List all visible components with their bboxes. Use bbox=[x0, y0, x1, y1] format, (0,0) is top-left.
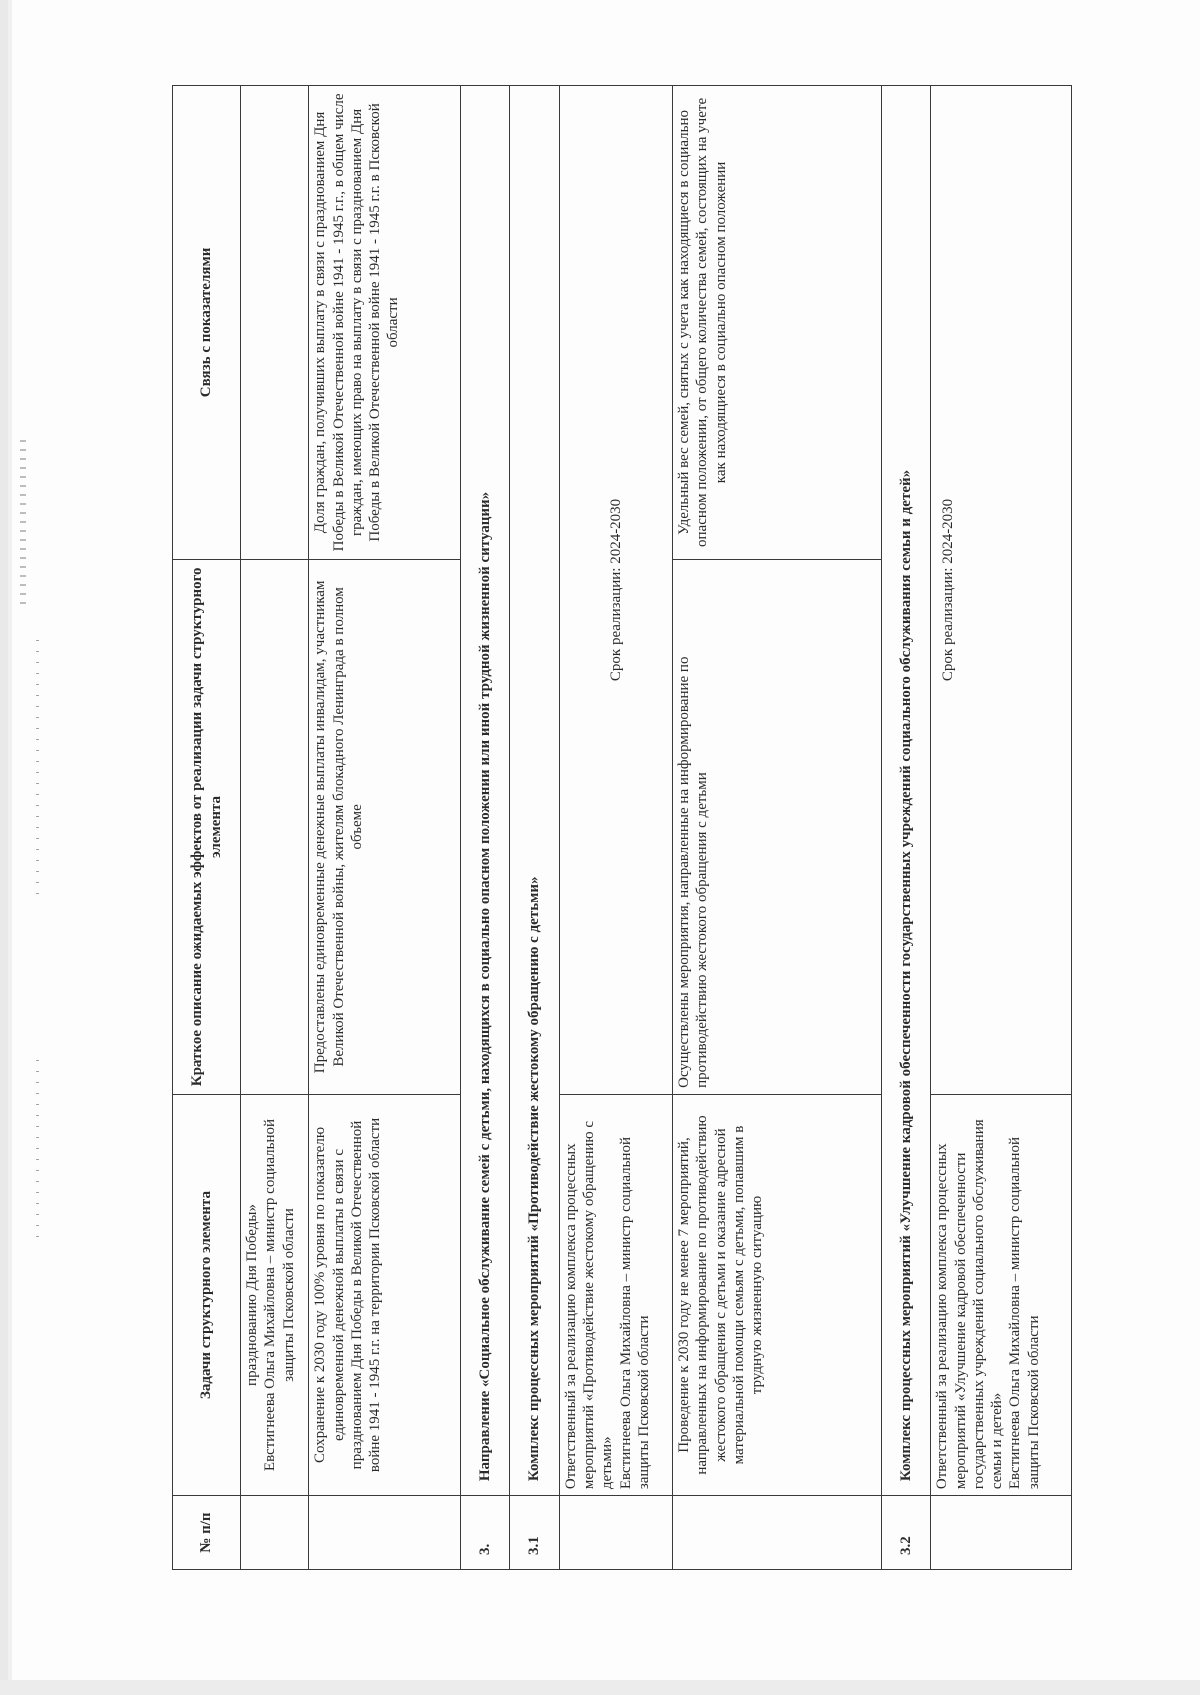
responsible-person: Евстигнеева Ольга Михайловна – министр социальной защиты Псковской области bbox=[617, 1137, 652, 1490]
term-text: Срок реализации: 2024-2030 bbox=[931, 86, 1072, 1095]
scan-noise-dots bbox=[36, 1060, 39, 1240]
subsection-number: 3.1 bbox=[510, 1496, 559, 1570]
responsible-text: Ответственный за реализацию комплекса процессных мероприятий «Противодействие жестокому обращению с детьми» bbox=[562, 1120, 616, 1490]
subsection-row bbox=[881, 86, 930, 1570]
task-cell: Проведение к 2030 году не менее 7 мероприятий, направленных на информирование по противодействию жестокого обращения с детьми и оказание адресной материальной помощи семьям с детьми, попавшим в трудную жизненную ситуацию bbox=[673, 1094, 882, 1495]
effect-cell: Осуществлены мероприятия, направленные на информирование по противодействию жестокого обращения с детьми bbox=[673, 559, 882, 1094]
term-text: Срок реализации: 2024-2030 bbox=[559, 86, 672, 1095]
task-responsible: Евстигнеева Ольга Михайловна – министр социальной защиты Псковской области bbox=[262, 1118, 297, 1472]
header-tasks: Задачи структурного элемента bbox=[173, 1094, 241, 1495]
scan-noise-dots bbox=[20, 440, 26, 610]
task-cell: Сохранение к 2030 году 100% уровня по показателю единовременной денежной выплаты в связи с празднованием Дня Победы в Великой Отечественной войне 1941 - 1945 г.г. на территории Псковской области bbox=[309, 1094, 461, 1495]
indicator-cell: Удельный вес семей, снятых с учета как находящиеся в социально опасном положении, от общего количества семей, состоящих на учете как находящиеся в социально опасном положении bbox=[673, 86, 882, 560]
table-row bbox=[309, 86, 461, 1570]
header-effects: Краткое описание ожидаемых эффектов от реализации задачи структурного элемента bbox=[173, 559, 241, 1094]
subsection-title: Комплекс процессных мероприятий «Противодействие жестокому обращению с детьми» bbox=[510, 86, 559, 1496]
table-row bbox=[931, 86, 1072, 1570]
table-row bbox=[673, 86, 882, 1570]
structure-table bbox=[172, 85, 1072, 1570]
scan-noise-dots bbox=[36, 640, 39, 900]
table-row bbox=[241, 86, 309, 1570]
subsection-title: Комплекс процессных мероприятий «Улучшение кадровой обеспеченности государственных учреждений социального обслуживания семьи и детей» bbox=[881, 86, 930, 1496]
scan-edge bbox=[0, 0, 8, 1695]
scan-edge-bottom bbox=[0, 1680, 1200, 1695]
table-row bbox=[559, 86, 672, 1570]
subsection-row bbox=[510, 86, 559, 1570]
section-number: 3. bbox=[460, 1496, 509, 1570]
header-num: № п/п bbox=[173, 1496, 241, 1570]
rotated-document bbox=[172, 85, 1072, 1570]
header-indicators: Связь с показателями bbox=[173, 86, 241, 560]
table-header-row bbox=[173, 86, 241, 1570]
effect-cell: Предоставлены единовременные денежные выплаты инвалидам, участникам Великой Отечественной войны, жителям блокадного Ленинграда в полном объеме bbox=[309, 559, 461, 1094]
responsible-text: Ответственный за реализацию комплекса процессных мероприятий «Улучшение кадровой обеспеченности государственных учреждений социального обслуживания семьи и детей» bbox=[934, 1119, 1006, 1490]
section-row bbox=[460, 86, 509, 1570]
responsible-person: Евстигнеева Ольга Михайловна – министр социальной защиты Псковской области bbox=[1007, 1137, 1042, 1490]
scan-streak bbox=[8, 0, 12, 1695]
section-title: Направление «Социальное обслуживание семей с детьми, находящихся в социально опасном положении или иной трудной жизненной ситуации» bbox=[460, 86, 509, 1496]
subsection-number: 3.2 bbox=[881, 1496, 930, 1570]
task-continued: празднованию Дня Победы» bbox=[244, 1204, 261, 1386]
indicator-cell: Доля граждан, получивших выплату в связи с празднованием Дня Победы в Великой Отечественной войне 1941 - 1945 г.г., в общем числе граждан, имеющих право на выплату в связи с празднованием Дня Победы в Великой Отечественной войне 1941 - 1945 г.г. в Псковской области bbox=[309, 86, 461, 560]
